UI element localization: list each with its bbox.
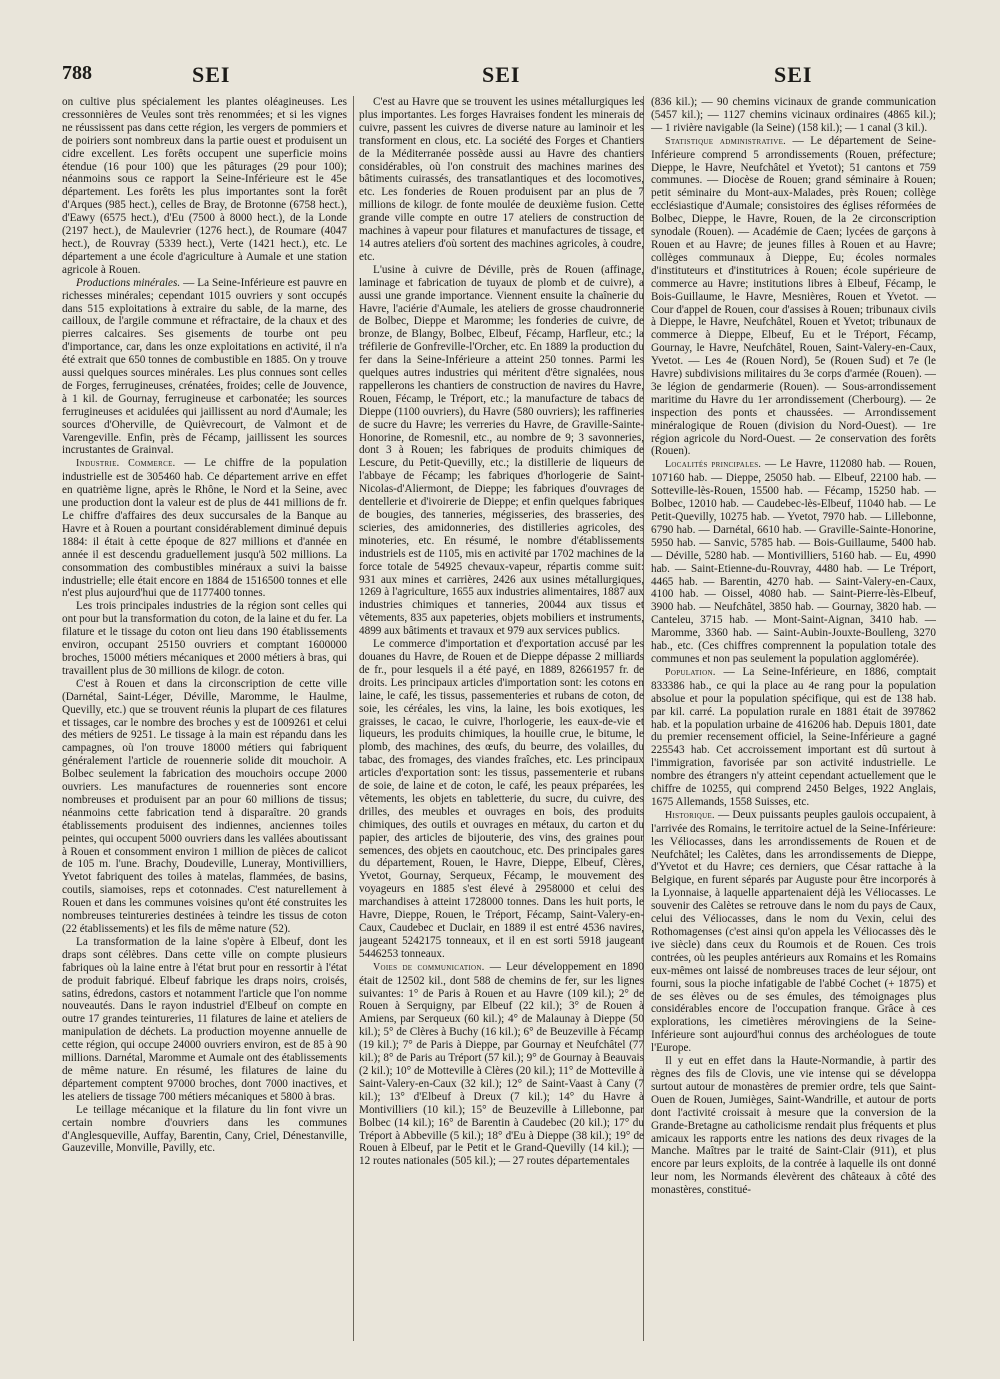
paragraph — [62, 457, 347, 600]
paragraph: Les trois principales industries de la région sont celles qui ont pour but la transformation du coton, de la laine et du fer. La filature et le tissage du coton ont lieu dans 190 établissements environ, occupant 25150 ouvriers et comptant 1600000 broches, 15000 métiers mécaniques et 2000 métiers à bras, qui travaillent plus de 30 millions de kilogr. de coton. — [62, 600, 347, 677]
column-right — [651, 96, 936, 1346]
paragraph: La transformation de la laine s'opère à Elbeuf, dont les draps sont célèbres. Dans cette ville on compte plusieurs fabriques où la laine entre à l'état brut pour en ressortir à l'état de produit fabriqué. Elbeuf fabrique les draps noirs, croisés, satins, édredons, castors et notamment l'article que l'on nomme nouveautés. Dans le rayon industriel d'Elbeuf on compte en outre 17 grandes teintureries, 11 filatures de laine et ateliers de manipulation de déchets. La production moyenne annuelle de cette région, qui occupe 24000 ouvriers environ, est de 85 à 90 millions. Darnétal, Maromme et Aumale ont des établissements de même nature. En résumé, les filatures de laine du département comptent 97000 broches, dont 7000 inactives, et les ateliers de tissage 700 métiers mécaniques et 5800 à bras. — [62, 935, 347, 1103]
running-head-right: SEI — [774, 62, 813, 87]
page-header — [62, 62, 962, 90]
column-left — [62, 96, 347, 1346]
paragraph — [359, 961, 644, 1169]
section-title: Statistique administrative. — [665, 135, 786, 147]
section-title: Productions minérales. — [76, 276, 181, 289]
section-text: — La Seine-Inférieure, en 1886, comptait 833386 hab., ce qui la place au 4e rang pour la population absolue et pour la population spécifique, qui est de 138 hab. par kil. carré. La population rurale en 1881 était de 397862 hab. et la population urbaine de 416206 hab. Depuis 1801, date du premier recensement officiel, la Seine-Inférieure a gagné 225543 hab. Cet accroissement important est dû surtout à l'immigration, favorisée par son activité industrielle. Le nombre des étrangers n'y atteint cependant actuellement que le chiffre de 10255, qui comprend 2450 Belges, 1922 Anglais, 1675 Allemands, 1558 Suisses, etc. — [651, 665, 936, 808]
page-number: 788 — [62, 62, 92, 84]
section-title: Population. — [665, 666, 716, 678]
paragraph — [651, 458, 936, 666]
section-text: — Deux puissants peuples gaulois occupaient, à l'arrivée des Romains, le territoire actuel de la Seine-Inférieure: les Véliocasses, dans les arrondissements de Rouen et de Neufchâtel; les Calètes, dans les arrondissements de Dieppe, d'Yvetot et du Havre; ces derniers, que César rattache à la Belgique, en furent séparés par Auguste pour être incorporés à la Lyonnaise, à laquelle appartenaient déjà les Véliocasses. Le souvenir des Calètes se retrouve dans le nom du pays de Caux, celui des Véliocasses, dans le nom du Vexin, celui des Rothomagenses (c'est ainsi qu'on appela les Véliocasses dès le ive siècle) dans ceux du Roumois et de Rouen. Ces trois contrées, où les peuples antérieurs aux Romains et les Romains eux-mêmes ont laissé de nombreuses traces de leur séjour, ont fourni, sous la pioche infatigable de l'abbé Cochet (+ 1875) et de ses élèves ou de ses émules, des témoignages plus considérables encore de l'occupation franque. Grâce à ces explorations, les cimetières mérovingiens de la Seine-Inférieure sont aujourd'hui connus des archéologues de toute l'Europe. — [651, 808, 936, 1055]
column-divider — [353, 96, 354, 1341]
paragraph: Le teillage mécanique et la filature du lin font vivre un certain nombre d'ouvriers dans les communes d'Anglesqueville, Auffay, Barentin, Cany, Criel, Dénestanville, Gauzeville, Monville, Pavilly, etc. — [62, 1103, 347, 1155]
column-center — [359, 96, 644, 1346]
running-head-center: SEI — [482, 62, 521, 87]
paragraph — [651, 666, 936, 809]
section-text: — Le Havre, 112080 hab. — Rouen, 107160 hab. — Dieppe, 25050 hab. — Elbeuf, 22100 hab. — Sotteville-lès-Rouen, 15500 hab. — Fécamp, 15250 hab. — Bolbec, 12010 hab. — Caudebec-lès-Elbeuf, 11040 hab. — Le Petit-Quevilly, 10275 hab. — Yvetot, 7970 hab. — Lillebonne, 6790 hab. — Darnétal, 6610 hab. — Graville-Sainte-Honorine, 5950 hab. — Sanvic, 5785 hab. — Bois-Guillaume, 5400 hab. — Déville, 5280 hab. — Montivilliers, 5160 hab. — Eu, 4990 hab. — Saint-Etienne-du-Rouvray, 4480 hab. — Le Tréport, 4465 hab. — Barentin, 4270 hab. — Saint-Valery-en-Caux, 4100 hab. — Oissel, 4080 hab. — Saint-Pierre-lès-Elbeuf, 3900 hab. — Neufchâtel, 3850 hab. — Gournay, 3820 hab. — Canteleu, 3715 hab. — Mont-Saint-Aignan, 3410 hab. — Maromme, 3360 hab. — Saint-Aubin-Jouxte-Boulleng, 3270 hab., etc. (Ces chiffres comprennent la population totale des communes et non pas seulement la population agglomérée). — [651, 458, 936, 665]
section-title: Localités principales. — [665, 459, 762, 471]
paragraph — [62, 277, 347, 458]
section-text: — La Seine-Inférieure est pauvre en richesses minérales; cependant 1015 ouvriers y sont occupés dans 515 exploitations à extraire du sable, de la marne, des cailloux, de l'argile commune et réfractaire, de la chaux et des pierres calcaires. Ses gisements de tourbe ont peu d'importance, car, dans les onze exploitations en activité, il n'a été extrait que 650 tonnes de combustible en 1885. On y trouve aussi quelques sources minérales. Les plus connues sont celles de Forges, ferrugineuses, crénatées, froides; celle de Jouvence, à 1 kil. de Gournay, ferrugineuse et carbonatée; les sources ferrugineuses et acidulées qui jaillissent au nord d'Aumale; les sources d'Oherville, de Quièvrecourt, de Valmont et de Varengeville. Enfin, près de Fécamp, jaillissent les sources incrustantes de Grainval. — [62, 276, 347, 457]
section-title: Historique. — [665, 809, 715, 821]
section-text: — Le département de Seine-Inférieure comprend 5 arrondissements (Rouen, préfecture; Dieppe, le Havre, Neufchâtel et Yvetot); 51 cantons et 759 communes. — Diocèse de Rouen; grand séminaire à Rouen; petit séminaire du Mont-aux-Malades, près Rouen; collège ecclésiastique d'Aumale; consistoires des églises réformées de Bolbec, Dieppe, le Havre, Rouen, de la 2e circonscription synodale (Rouen). — Académie de Caen; lycées de garçons à Rouen et au Havre; de jeunes filles à Rouen et au Havre; collèges communaux à Dieppe, Eu; écoles normales d'instituteurs et d'institutrices à Rouen; école supérieure de commerce au Havre; institutions libres à Elbeuf, Fécamp, le Bois-Guillaume, le Havre, Mesnières, Rouen et Yvetot. — Cour d'appel de Rouen, cour d'assises à Rouen; tribunaux civils à Dieppe, le Havre, Neufchâtel, Rouen et Yvetot; tribunaux de commerce à Dieppe, Elbeuf, Eu et le Tréport, Fécamp, Gournay, le Havre, Neufchâtel, Rouen, Saint-Valery-en-Caux, Yvetot. — Les 4e (Rouen Nord), 5e (Rouen Sud) et 7e (le Havre) subdivisions militaires du 3e corps d'armée (Rouen). — 3e légion de gendarmerie (Rouen). — Sous-arrondissement maritime du Havre du 1er arrondissement (Cherbourg). — 2e inspection des ponts et chaussées. — Arrondissement minéralogique de Rouen (division du Nord-Ouest). — 1re région agricole du Nord-Ouest. — 2e conservation des forêts (Rouen). — [651, 134, 936, 458]
paragraph: C'est au Havre que se trouvent les usines métallurgiques les plus importantes. Les forges Havraises fondent les minerais de cuivre, passent les cuivres de diverse nature au laminoir et les transforment en clous, etc. La société des Forges et Chantiers de la Méditerranée possède aussi au Havre des chantiers considérables, où l'on construit des machines marines des bâtiments cuirassés, des transatlantiques et des locomotives, etc. Les fonderies de Rouen produisent par an plus de 7 millions de kilogr. de fonte moulée de deuxième fusion. Cette grande ville compte en outre 17 ateliers de construction de machines à vapeur pour filatures et manufactures de tissage, et 14 autres ateliers d'où sortent des machines agricoles, à coudre, etc. — [359, 96, 644, 263]
section-title: Industrie. Commerce. — [76, 458, 176, 470]
paragraph: L'usine à cuivre de Déville, près de Rouen (affinage, laminage et fabrication de tuyaux de plomb et de cuivre), a aussi une grande importance. Viennent ensuite la chaînerie du Havre, l'aciérie d'Aumale, les ateliers de grosse chaudronnerie de Bolbec, Dieppe et Maromme; les fonderies de cuivre, de bronze, de Blangy, Bolbec, Elbeuf, Fécamp, Harfleur, etc.; la tréfilerie de Gonfreville-l'Orcher, etc. En 1889 la production du fer dans la Seine-Inférieure a atteint 250 tonnes. Parmi les quelques autres industries qui méritent d'être signalées, nous rappellerons les chantiers de construction de navires du Havre, Rouen, Fécamp, le Tréport, etc.; la manufacture de tabacs de Dieppe (1100 ouvriers), du Havre (580 ouvriers); les raffineries de sucre du Havre; les verreries du Havre, de Graville-Sainte-Honorine, de Romesnil, etc., au nombre de 9; 3 savonneries, dont 3 à Rouen; les fabriques de produits chimiques de Lescure, du Petit-Quevilly, etc.; la distillerie de liqueurs de l'abbaye de Fécamp; les fabriques d'horlogerie de Saint-Nicolas-d'Aliermont, de Dieppe; les fabriques d'ouvrages de dentellerie et d'ivoirerie de Dieppe; et enfin quelques fabriques de bougies, des tanneries, mégisseries, des brasseries, des scieries, des amidonneries, des distilleries agricoles, des minoteries, etc. En résumé, le nombre d'établissements industriels est de 1105, mis en activité par 1702 machines de la force totale de 54925 chevaux-vapeur, répartis comme suit: 931 aux mines et carrières, 2426 aux usines métallurgiques, 1269 à l'agriculture, 1655 aux industries alimentaires, 1887 aux industries chimiques et tanneries, 20044 aux tissus et vêtements, 835 aux papeteries, objets mobiliers et instruments, 4899 aux bâtiments et travaux et 979 aux services publics. — [359, 263, 644, 638]
paragraph — [651, 809, 936, 1055]
paragraph — [651, 135, 936, 459]
paragraph: C'est à Rouen et dans la circonscription de cette ville (Darnétal, Saint-Léger, Déville, Maromme, le Haulme, Quevilly, etc.) que se trouvent réunis la plupart de ces filatures et tissages, car le nombre des broches y est de 1009261 et celui des métiers de 9251. Le tissage à la main est répandu dans les campagnes, où l'on trouve 18000 métiers qui fabriquent généralement l'article de rouennerie solide dit mouchoir. A Bolbec seulement la fabrication des mouchoirs occupe 2000 ouvriers. Les manufactures de rouenneries sont encore nombreuses et produisent par an pour 60 millions de tissus; néanmoins cette fabrication tend à disparaître. 20 grands établissements produisent des indiennes, anciennes toiles peintes, qui occupent 5000 ouvriers dans les vallées aboutissant à Rouen et consomment environ 1 million de pièces de calicot de 105 m. l'une. Brachy, Doudeville, Luneray, Montivilliers, Yvetot fabriquent des toiles à matelas, flammées, de basins, coutils, siamoises, reps et cotonnades. C'est naturellement à Rouen et dans les communes voisines qu'ont été construites les nombreuses teintureries destinées à teindre les tissus de coton (22 établissements) et les fils de même nature (52). — [62, 677, 347, 935]
paragraph: (836 kil.); — 90 chemins vicinaux de grande communication (5457 kil.); — 1127 chemins vicinaux ordinaires (4865 kil.); — 1 rivière navigable (la Seine) (158 kil.); — 1 canal (3 kil.). — [651, 96, 936, 134]
section-text: — Leur développement en 1890 était de 12502 kil., dont 588 de chemins de fer, sur les lignes suivantes: 1° de Paris à Rouen et au Havre (109 kil.); 2° de Rouen à Serquigny, par Elbeuf (22 kil.); 3° de Rouen à Amiens, par Serqueux (60 kil.); 4° de Malaunay à Dieppe (50 kil.); 5° de Clères à Buchy (16 kil.); 6° de Beuzeville à Fécamp (19 kil.); 7° de Paris à Dieppe, par Gournay et Neufchâtel (77 kil.); 8° de Paris au Tréport (57 kil.); 9° de Gournay à Beauvais (2 kil.); 10° de Motteville à Clères (20 kil.); 11° de Motteville à Saint-Valery-en-Caux (32 kil.); 12° de Saint-Vaast à Cany (7 kil.); 13° d'Elbeuf à Dreux (7 kil.); 14° du Havre à Montivilliers (10 kil.); 15° de Beuzeville à Lillebonne, par Bolbec (14 kil.); 16° de Barentin à Caudebec (20 kil.); 17° du Tréport à Abbeville (5 kil.); 18° d'Eu à Dieppe (38 kil.); 19° de Rouen à Elbeuf, par le Petit et le Grand-Quevilly (14 kil.); — 12 routes nationales (505 kil.); — 27 routes départementales — [359, 960, 644, 1168]
paragraph: Le commerce d'importation et d'exportation accusé par les douanes du Havre, de Rouen et de Dieppe dépasse 2 milliards de fr., pour lesquels il a été payé, en 1889, 82661957 fr. de droits. Les principaux articles d'importation sont: les cotons en laine, le café, les tissus, passementeries et rubans de coton, de soie, les céréales, les vins, la laine, les bois exotiques, les graisses, le cacao, le cuivre, l'horlogerie, les eaux-de-vie et liqueurs, les produits chimiques, la houille crue, le bitume, le plomb, des machines, des œufs, du beurre, des volailles, du tabac, des fromages, des viandes fraîches, etc. Les principaux articles d'exportation sont: les tissus, passementerie et rubans de soie, de laine et de coton, le café, les peaux préparées, les vêtements, les objets en tabletterie, du sucre, du cuivre, des drilles, des meubles et ouvrages en bois, des produits chimiques, des outils et ouvrages en métaux, du carton et du papier, des articles de bijouterie, des vins, des graines pour semences, des objets en caoutchouc, etc. Des principales gares du département, Rouen, le Havre, Dieppe, Elbeuf, Clères, Yvetot, Gournay, Serqueux, Fécamp, le mouvement des voyageurs en 1885 s'est élevé à 2958000 et celui des marchandises à atteint 1728000 tonnes. Dans les huit ports, le Havre, Dieppe, Rouen, le Tréport, Fécamp, Saint-Valery-en-Caux, Caudebec et Duclair, en 1889 il est entré 4536 navires, jaugeant 5242175 tonneaux, et il en est sorti 5918 jaugeant 5446253 tonneaux. — [359, 638, 644, 960]
paragraph: Il y eut en effet dans la Haute-Normandie, à partir des règnes des fils de Clovis, une vie intense qui se développa surtout autour de monastères de premier ordre, tels que Saint-Ouen de Rouen, Jumièges, Saint-Wandrille, et autour de ports dont l'activité croissait à mesure que la conversion de la Grande-Bretagne au catholicisme rendait plus fréquents et plus amicaux les rapports entre les nations des deux rivages de la Manche. Maîtres par le traité de Saint-Clair (911), et plus encore par leurs exploits, de la contrée à laquelle ils ont donné leur nom, les Normands élevèrent des châteaux à côté des monastères, constitué- — [651, 1055, 936, 1197]
running-head-left: SEI — [192, 62, 231, 87]
paragraph: on cultive plus spécialement les plantes oléagineuses. Les cressonnières de Veules sont très renommées; et si les vignes ne réussissent pas dans cette région, les vergers de pommiers et de poiriers sont nombreux dans la partie ouest et produisent un cidre excellent. Les forêts occupent une superficie moins étendue (16 pour 100) que les pâturages (29 pour 100); néanmoins sous ce rapport la Seine-Inférieure est le 45e département. Les forêts les plus importantes sont la forêt d'Arques (985 hect.), celles de Bray, de Brotonne (6758 hect.), d'Eawy (6575 hect.), d'Eu (7500 à 8000 hect.), de la Londe (2197 hect.), de Maulevrier (1276 hect.), de Roumare (4047 hect.), de Rouvray (5339 hect.), Verte (1421 hect.), etc. Le département a une école d'agriculture à Aumale et une station agricole à Rouen. — [62, 96, 347, 276]
section-title: Voies de communication. — [373, 961, 485, 973]
section-text: — Le chiffre de la population industrielle est de 305460 hab. Ce département arrive en effet en quatrième ligne, après le Rhône, le Nord et la Seine, avec une production dont la valeur est de plus de 441 millions de fr. Le chiffre d'affaires des deux succursales de la Banque au Havre et à Rouen a pourtant considérablement diminué depuis 1884: il était à cette époque de 827 millions et d'année en année il est descendu graduellement jusqu'à 502 millions. La consommation des combustibles minéraux a suivi la baisse industrielle; elle était encore en 1884 de 1516500 tonnes et elle n'est plus aujourd'hui que de 1177400 tonnes. — [62, 457, 347, 600]
